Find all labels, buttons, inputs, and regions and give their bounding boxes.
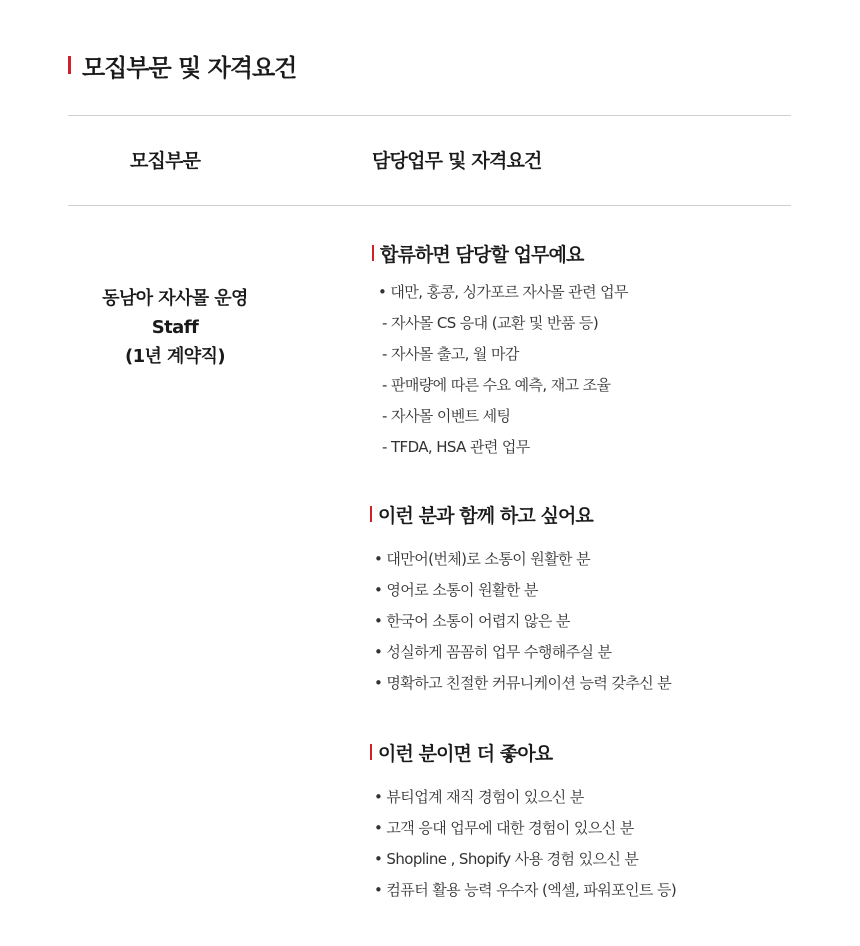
preferred-item: • 뷰티업계 재직 경험이 있으신 분 (374, 788, 584, 806)
table-header-divider (68, 205, 791, 206)
preferred-item: • 컴퓨터 활용 능력 우수자 (엑셀, 파워포인트 등) (374, 881, 677, 899)
section-preferred-heading (370, 739, 552, 765)
position-line-1: 동남아 자사몰 운영 (102, 288, 248, 309)
duty-item: - 자사몰 이벤트 세팅 (382, 407, 511, 425)
requirement-item: • 영어로 소통이 원활한 분 (374, 581, 538, 599)
preferred-item: • Shopline , Shopify 사용 경험 있으신 분 (374, 850, 639, 868)
section-requirements-heading (370, 501, 593, 527)
title-accent-bar (68, 56, 71, 74)
section-accent-bar (370, 744, 372, 760)
column-header-duties: 담당업무 및 자격요건 (372, 150, 542, 172)
duty-item: - 판매량에 따른 수요 예측, 재고 조율 (382, 376, 611, 394)
section-accent-bar (370, 506, 372, 522)
section-requirements-title: 이런 분과 함께 하고 싶어요 (378, 504, 593, 527)
column-header-position: 모집부문 (130, 150, 201, 172)
section-accent-bar (372, 245, 374, 261)
requirement-item: • 대만어(번체)로 소통이 원활한 분 (374, 550, 590, 568)
requirement-item: • 성실하게 꼼꼼히 업무 수행해주실 분 (374, 643, 612, 661)
page-title-text: 모집부문 및 자격요건 (82, 53, 297, 82)
position-name (70, 284, 280, 371)
duty-item: - TFDA, HSA 관련 업무 (382, 438, 530, 456)
duty-item: - 자사몰 출고, 월 마감 (382, 345, 519, 363)
section-duties-heading (372, 240, 583, 266)
duty-item: - 자사몰 CS 응대 (교환 및 반품 등) (382, 314, 599, 332)
table-top-divider (68, 115, 791, 116)
page-title (68, 50, 296, 80)
requirement-item: • 한국어 소통이 어렵지 않은 분 (374, 612, 570, 630)
position-line-2: Staff (151, 317, 199, 338)
preferred-item: • 고객 응대 업무에 대한 경험이 있으신 분 (374, 819, 634, 837)
requirement-item: • 명확하고 친절한 커뮤니케이션 능력 갖추신 분 (374, 674, 672, 692)
section-duties-title: 합류하면 담당할 업무예요 (380, 243, 584, 266)
position-line-3: (1년 계약직) (125, 346, 225, 367)
section-preferred-title: 이런 분이면 더 좋아요 (378, 742, 553, 765)
duty-item: • 대만, 홍콩, 싱가포르 자사몰 관련 업무 (378, 283, 628, 301)
